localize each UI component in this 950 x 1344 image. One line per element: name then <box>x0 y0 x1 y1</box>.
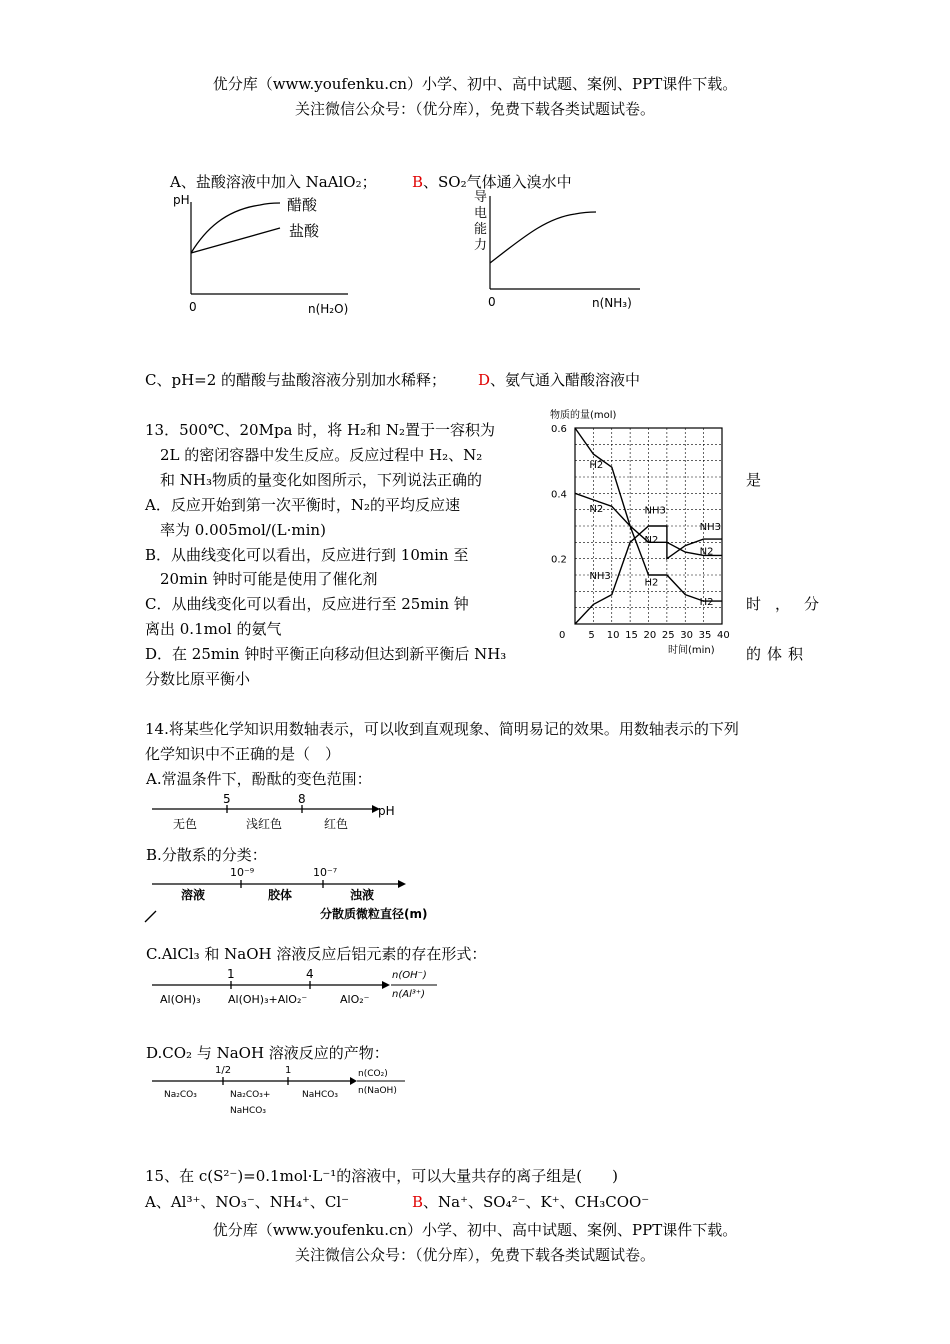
axis-b-region-1: 溶液 <box>181 888 206 902</box>
y-tick-label: 0.4 <box>551 489 567 501</box>
q12-option-b-letter: B <box>412 173 424 191</box>
q13-option-b-2: 20min 钟时可能是使用了催化剂 <box>160 570 378 588</box>
q13-stem-3-end: 是 <box>746 471 762 489</box>
axis-a-region-2: 浅红色 <box>246 817 283 831</box>
origin-label: 0 <box>189 300 197 314</box>
axis-b-region-3: 浊液 <box>350 888 375 902</box>
axis-c-tick-1: 1 <box>227 967 235 981</box>
q13-option-d-2: 分数比原平衡小 <box>145 670 251 688</box>
q13-stem-1: 13．500℃、20Mpa 时，将 H₂和 N₂置于一容积为 <box>145 421 496 439</box>
axis-c-numerator: n(OH⁻) <box>392 970 427 981</box>
x-axis-label-right: n(NH₃) <box>592 296 632 310</box>
header-line-2: 关注微信公众号：（优分库），免费下载各类试题试卷。 <box>294 100 655 118</box>
acetic-acid-label: 醋酸 <box>287 196 318 214</box>
axis-c-region-3: AlO₂⁻ <box>340 993 370 1006</box>
q13-option-a-1: A．反应开始到第一次平衡时，N₂的平均反应速 <box>145 496 460 514</box>
series-label-h2: H2 <box>589 459 604 471</box>
q15-option-b-text: 、Na⁺、SO₄²⁻、K⁺、CH₃COO⁻ <box>423 1193 650 1211</box>
x-tick-label: 30 <box>680 630 693 641</box>
axis-c-region-1: Al(OH)₃ <box>160 993 201 1006</box>
axis-d-region-2a: Na₂CO₃+ <box>230 1090 271 1100</box>
q12-option-d-text: 、氨气通入醋酸溶液中 <box>490 371 641 389</box>
axis-d-region-2b: NaHCO₃ <box>230 1106 266 1116</box>
x-tick-label: 20 <box>643 630 657 641</box>
q13-option-b-1: B．从曲线变化可以看出，反应进行到 10min 至 <box>145 546 469 564</box>
series-label-nh3: NH3 <box>644 505 666 517</box>
axis-a-region-1: 无色 <box>173 817 198 831</box>
axis-d-region-1: Na₂CO₃ <box>164 1090 197 1100</box>
q15-option-a: A、Al³⁺、NO₃⁻、NH₄⁺、Cl⁻ <box>145 1193 350 1211</box>
q15-stem: 15、在 c(S²⁻)=0.1mol·L⁻¹的溶液中，可以大量共存的离子组是( ) <box>145 1167 619 1185</box>
series-label-h2: H2 <box>699 597 714 609</box>
axis-d-tick-1: 1 <box>285 1065 292 1076</box>
series-label-nh3: NH3 <box>589 571 611 582</box>
y-tick-label: 0.2 <box>551 554 567 566</box>
q13-option-d-1: D．在 25min 钟时平衡正向移动但达到新平衡后 NH₃ <box>145 645 507 663</box>
q15-option-b-letter: B <box>412 1193 424 1211</box>
q14-option-b-title: B.分散系的分类： <box>146 846 267 864</box>
axis-b-caption: 分散质微粒直径(m) <box>320 907 428 921</box>
q14-option-c-title: C.AlCl₃ 和 NaOH 溶液反应后铝元素的存在形式： <box>146 945 487 963</box>
ph-axis-label: pH <box>173 193 190 207</box>
q14-option-a-title: A.常温条件下，酚酞的变色范围： <box>146 770 372 788</box>
axis-a-tick-5: 5 <box>223 792 231 806</box>
x-axis-label: n(H₂O) <box>308 302 349 316</box>
q13-option-d-1-end: 的体积 <box>746 645 810 663</box>
q13-option-c-1-end: 时，分 <box>746 595 834 613</box>
series-label-n2: N2 <box>589 504 604 516</box>
q13-option-a-2: 率为 0.005mol/(L·min) <box>160 521 326 539</box>
conductivity-axis-label: 导电能力 <box>474 190 488 253</box>
q12-option-b-text: 、SO₂气体通入溴水中 <box>423 173 572 191</box>
q14-stem-1: 14.将某些化学知识用数轴表示，可以收到直观现象、简明易记的效果。用数轴表示的下列 <box>145 720 739 738</box>
axis-d-numerator: n(CO₂) <box>358 1069 388 1079</box>
series-label-nh3: NH3 <box>699 522 721 533</box>
series-label-n2: N2 <box>699 546 714 558</box>
axis-c-tick-4: 4 <box>306 967 314 981</box>
q13-option-c-1: C．从曲线变化可以看出，反应进行至 25min 钟 <box>145 595 469 613</box>
axis-a-unit: pH <box>378 804 395 818</box>
axis-a-region-3: 红色 <box>324 817 349 831</box>
x-tick-label: 5 <box>588 630 595 641</box>
q15-option-b <box>412 1192 649 1212</box>
series-label-h2: H2 <box>644 577 659 589</box>
x-tick-label: 40 <box>717 630 730 641</box>
x-tick-label: 10 <box>606 630 620 641</box>
chart-x-label: 时间(min) <box>668 645 715 656</box>
axis-b-tick-2: 10⁻⁷ <box>313 866 338 879</box>
hydrochloric-acid-label: 盐酸 <box>289 222 320 240</box>
x-tick-label: 15 <box>625 630 638 641</box>
q13-option-c-2: 离出 0.1mol 的氨气 <box>145 620 282 638</box>
q12-option-d-letter: D <box>478 371 491 389</box>
header-line-1: 优分库（www.youfenku.cn）小学、初中、高中试题、案例、PPT课件下载。 <box>212 75 738 93</box>
axis-d-tick-half: 1/2 <box>215 1065 232 1076</box>
series-label-n2: N2 <box>644 535 659 547</box>
axis-b-tick-1: 10⁻⁹ <box>230 866 255 879</box>
axis-d-region-3: NaHCO₃ <box>302 1090 338 1100</box>
axis-b-region-2: 胶体 <box>268 888 293 902</box>
q12-option-c: C、pH=2 的醋酸与盐酸溶液分别加水稀释； <box>145 371 447 389</box>
axis-d-denominator: n(NaOH) <box>358 1086 397 1096</box>
q12-option-a: A、盐酸溶液中加入 NaAlO₂； <box>170 173 377 191</box>
footer-line-2: 关注微信公众号：（优分库），免费下载各类试题试卷。 <box>294 1246 655 1264</box>
footer-line-1: 优分库（www.youfenku.cn）小学、初中、高中试题、案例、PPT课件下载。 <box>212 1221 738 1239</box>
q14-stem-2: 化学知识中不正确的是（ ） <box>145 745 341 763</box>
origin-label-right: 0 <box>488 295 496 309</box>
q14-option-d-title: D.CO₂ 与 NaOH 溶液反应的产物： <box>146 1044 389 1062</box>
axis-c-denominator: n(Al³⁺) <box>392 989 426 1000</box>
y-tick-label: 0.6 <box>551 424 567 435</box>
chart-y-label: 物质的量(mol) <box>550 410 617 421</box>
x-tick-label: 0 <box>559 630 566 641</box>
q13-stem-2: 2L 的密闭容器中发生反应。反应过程中 H₂、N₂ <box>160 446 483 464</box>
x-tick-label: 35 <box>698 630 712 641</box>
axis-a-tick-8: 8 <box>298 792 306 806</box>
axis-c-region-2: Al(OH)₃+AlO₂⁻ <box>228 993 308 1006</box>
q13-stem-3: 和 NH₃物质的量变化如图所示，下列说法正确的 <box>160 471 482 489</box>
x-tick-label: 25 <box>661 630 675 641</box>
